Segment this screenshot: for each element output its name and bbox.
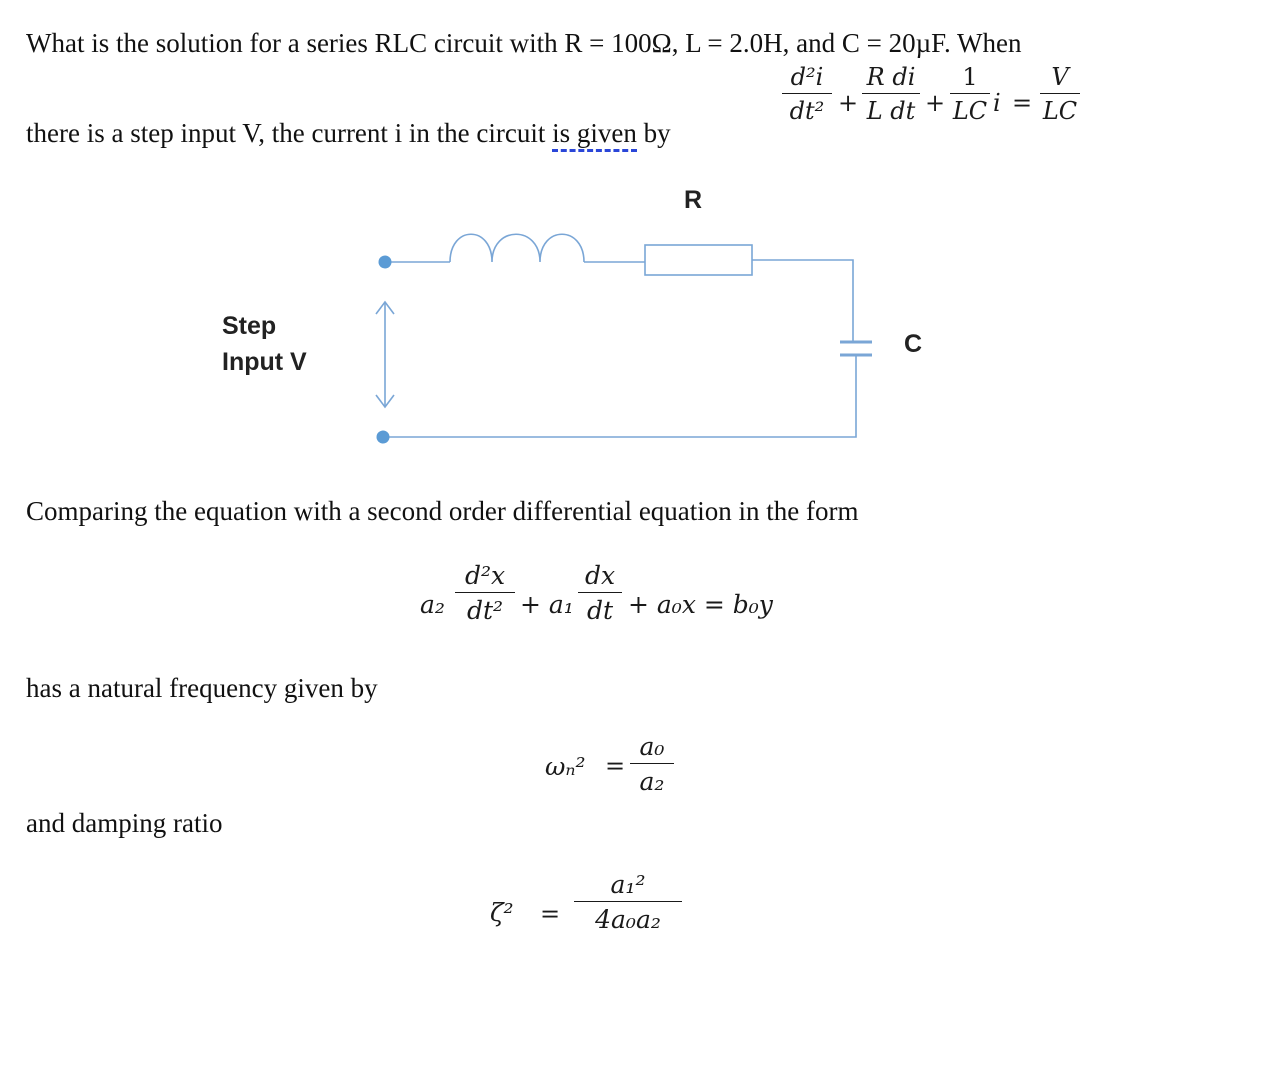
eq2-rest: + a₀x = b₀y	[628, 590, 773, 619]
step-label-line-2: Input V	[222, 348, 307, 377]
eq1-plus-1: +	[838, 89, 859, 117]
eq4-fraction	[574, 872, 682, 932]
eq2-term1-den: dt²	[466, 596, 504, 625]
damping-ratio-text: and damping ratio	[26, 808, 223, 838]
question-line-1: What is the solution for a series RLC circuit with R = 100Ω, L = 2.0H, and C = 20µF. When	[26, 28, 1022, 58]
eq1-term3-den: LC	[952, 97, 988, 125]
eq4-lhs: ζ²	[490, 898, 514, 927]
terminal-bottom	[377, 431, 390, 444]
wire-right-down	[385, 355, 856, 437]
capacitor-label: C	[904, 330, 923, 358]
terminal-top	[379, 256, 392, 269]
eq2-term2-num: dx	[584, 561, 616, 590]
eq2-plus-a1: + a₁	[520, 590, 574, 619]
eq1-plus-2: +	[925, 89, 946, 117]
resistor-label: R	[684, 186, 703, 214]
eq1-term3-num: 1	[962, 63, 978, 91]
eq2-term2	[578, 563, 622, 623]
eq2-term1	[455, 563, 515, 623]
eq4-equals: =	[540, 900, 561, 928]
eq1-term1-den: dt²	[789, 97, 825, 125]
eq3-equals: =	[605, 752, 626, 780]
eq1-term2-den: L dt	[866, 97, 916, 125]
natural-frequency-text: has a natural frequency given by	[26, 673, 378, 703]
eq1-term1-num: d²i	[790, 63, 824, 91]
eq2-term1-num: d²x	[464, 561, 506, 590]
resistor	[645, 245, 752, 275]
question-line-2-end: by	[636, 118, 671, 148]
question-line-2-start: there is a step input V, the current i in the circuit	[26, 118, 553, 148]
eq1-var-i: i	[993, 89, 1001, 117]
underlined-phrase: is given	[552, 118, 637, 152]
eq1-equals: =	[1012, 89, 1033, 117]
wire-resistor-right	[752, 260, 853, 342]
eq3-num: a₀	[639, 732, 665, 761]
eq3-den: a₂	[639, 767, 665, 796]
eq1-term4-num: V	[1051, 63, 1069, 91]
eq2-a2: a₂	[420, 590, 445, 619]
eq1-term4-den: LC	[1042, 97, 1078, 125]
eq3-fraction	[630, 734, 674, 794]
step-input-label	[222, 308, 307, 381]
eq2-term2-den: dt	[586, 596, 614, 625]
step-label-line-1: Step	[222, 312, 277, 340]
comparing-text: Comparing the equation with a second order differential equation in the form	[26, 496, 859, 526]
inductor-coil	[450, 234, 584, 262]
rlc-circuit-diagram	[0, 0, 1284, 480]
eq3-lhs: ωₙ²	[545, 752, 586, 781]
eq4-den: 4a₀a₂	[595, 905, 661, 934]
eq4-num: a₁²	[610, 870, 646, 899]
eq1-term2-num: R di	[866, 63, 916, 91]
